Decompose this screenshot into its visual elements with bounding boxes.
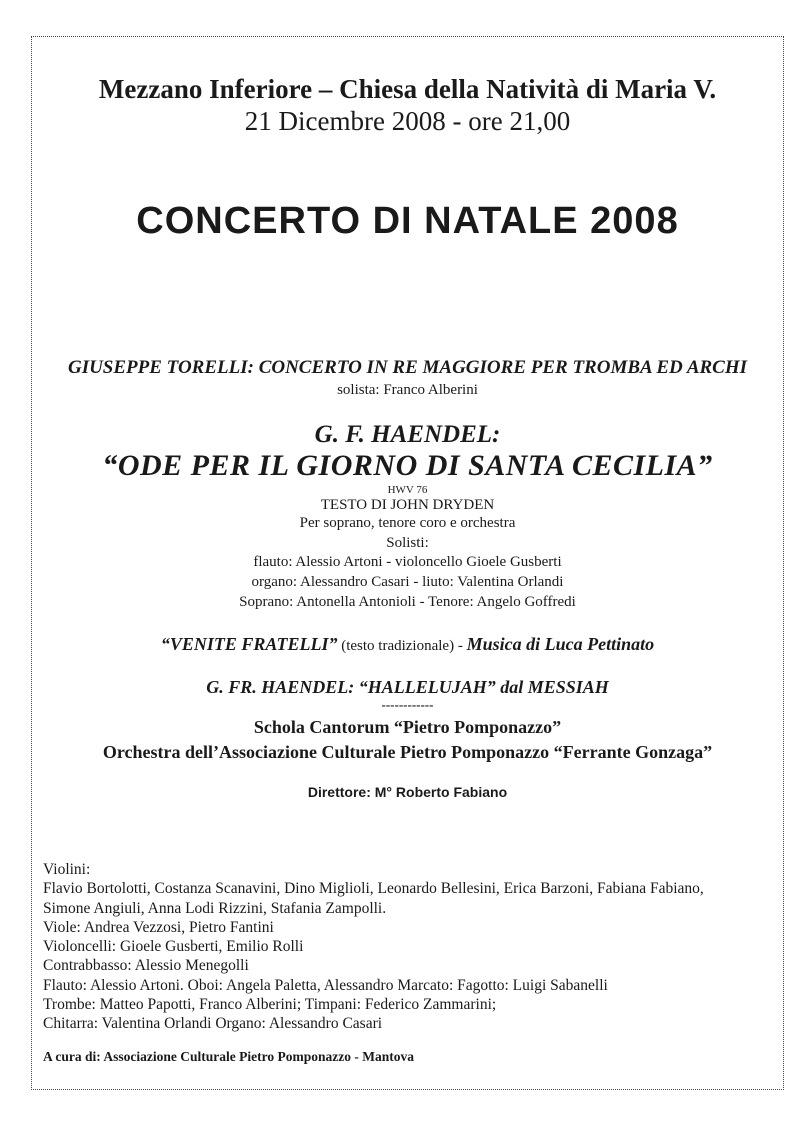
organizer-credit: A cura di: Associazione Culturale Pietro Pomponazzo - Mantova — [43, 1049, 414, 1064]
venite-note: (testo tradizionale) - — [337, 638, 467, 654]
choir-name: Schola Cantorum “Pietro Pomponazzo” — [253, 717, 562, 737]
soloists-line-2: organo: Alessandro Casari - liuto: Valentina Orlandi — [251, 574, 564, 590]
venite-composer: Musica di Luca Pettinato — [466, 634, 655, 654]
separator-dashes: ------------ — [381, 697, 434, 712]
musicians-list — [43, 860, 704, 1034]
scoring-line: Per soprano, tenore coro e orchestra — [299, 515, 516, 531]
torelli-soloist: solista: Franco Alberini — [337, 382, 478, 398]
orchestra-name: Orchestra dell’Associazione Culturale Pietro Pomponazzo “Ferrante Gonzaga” — [102, 742, 713, 762]
musicians-line: Violoncelli: Gioele Gusberti, Emilio Rolli — [43, 938, 304, 956]
director-line: Direttore: M° Roberto Fabiano — [307, 784, 508, 800]
concert-title: CONCERTO DI NATALE 2008 — [136, 200, 679, 242]
musicians-line: Contrabbasso: Alessio Menegolli — [43, 957, 249, 975]
haendel-work-title: “ODE PER IL GIORNO DI SANTA CECILIA” — [102, 449, 713, 482]
date-line: 21 Dicembre 2008 - ore 21,00 — [244, 106, 571, 136]
soloists-label: Solisti: — [386, 535, 429, 551]
hallelujah-line: G. FR. HAENDEL: “HALLELUJAH” dal MESSIAH — [206, 677, 609, 697]
torelli-piece: GIUSEPPE TORELLI: CONCERTO IN RE MAGGIORE PER TROMBA ED ARCHI — [67, 357, 748, 378]
soloists-line-1: flauto: Alessio Artoni - violoncello Gioele Gusberti — [253, 554, 562, 570]
musicians-line: Violini: — [43, 861, 91, 878]
text-author: TESTO DI JOHN DRYDEN — [320, 497, 495, 513]
musicians-line: Viole: Andrea Vezzosi, Pietro Fantini — [43, 918, 274, 936]
soloists-line-3: Soprano: Antonella Antonioli - Tenore: Angelo Goffredi — [239, 594, 576, 610]
musicians-line: Flavio Bortolotti, Costanza Scanavini, Dino Miglioli, Leonardo Bellesini, Erica Barzoni, Fabiana Fabiano, — [43, 880, 704, 898]
musicians-line: Simone Angiuli, Anna Lodi Rizzini, Stafania Zampolli. — [43, 899, 387, 917]
hwv-number: HWV 76 — [387, 484, 428, 496]
musicians-line: Flauto: Alessio Artoni. Oboi: Angela Paletta, Alessandro Marcato: Fagotto: Luigi Sabanelli — [43, 976, 608, 994]
venite-title: “VENITE FRATELLI” — [160, 634, 338, 654]
musicians-line: Chitarra: Valentina Orlandi Organo: Alessandro Casari — [43, 1015, 383, 1033]
musicians-line: Trombe: Matteo Papotti, Franco Alberini; Timpani: Federico Zammarini; — [43, 996, 497, 1014]
haendel-composer: G. F. HAENDEL: — [314, 421, 501, 448]
venite-fratelli-line — [31, 634, 784, 655]
venue-line: Mezzano Inferiore – Chiesa della Natività di Maria V. — [98, 74, 717, 104]
